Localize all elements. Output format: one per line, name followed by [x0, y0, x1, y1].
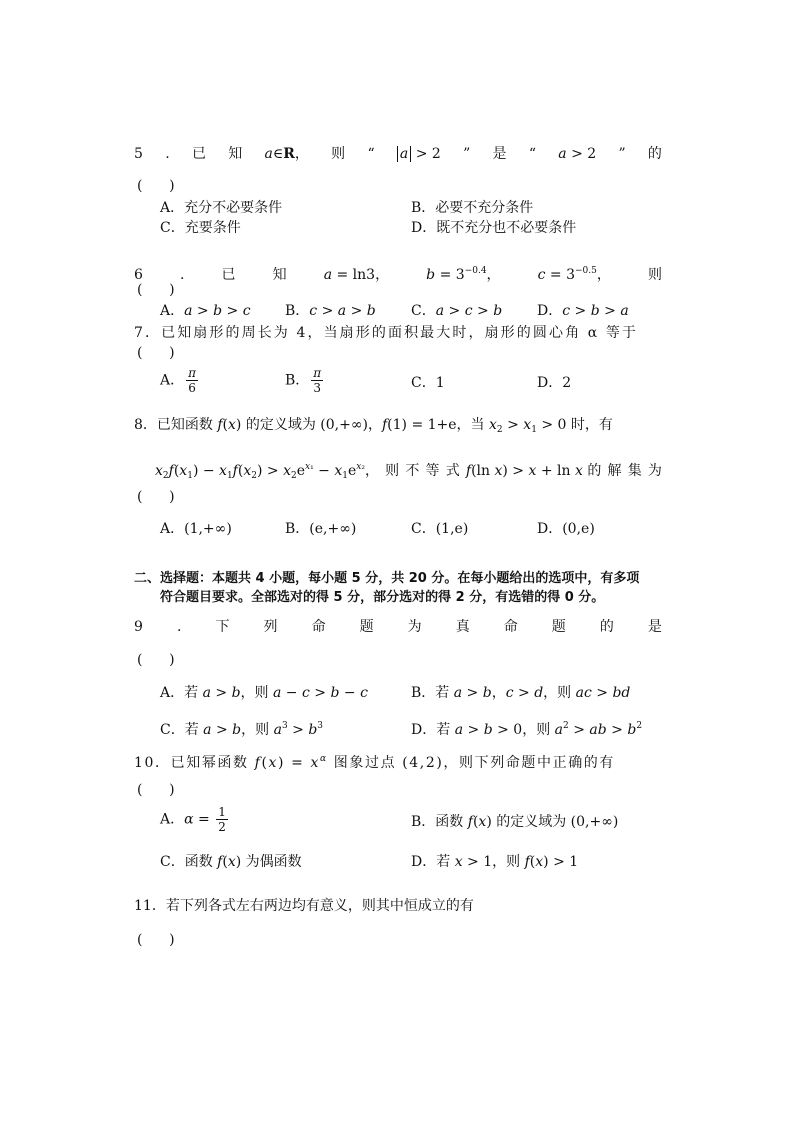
- q10-option-d: D．若 x > 1，则 f(x) > 1: [411, 854, 579, 870]
- q5-quote: ”: [463, 146, 471, 162]
- q6-option-a: A．a > b > c: [160, 303, 251, 319]
- q5-word: 知: [228, 146, 243, 162]
- q5-answer-paren: ( ): [137, 178, 175, 194]
- q6-a-def: a = ln3，: [323, 267, 390, 283]
- q9-option-b: B．若 a > b，c > d，则 ac > bd: [411, 685, 631, 701]
- q5-expr-abs: a > 2: [397, 144, 441, 164]
- section2-heading-line1: 二、选择题：本题共 4 小题，每小题 5 分，共 20 分。在每小题给出的选项中，有多项: [134, 571, 640, 586]
- q9-word: 是: [647, 619, 662, 635]
- q9-stem: [134, 617, 662, 637]
- q5-option-b: B．必要不充分条件: [411, 200, 534, 216]
- q5-option-a: A．充分不必要条件: [160, 200, 283, 216]
- q8-word: 不: [405, 463, 420, 479]
- q8-word: 式: [445, 463, 460, 479]
- q8-word: 集: [627, 463, 642, 479]
- q8-option-a: A．(1,+∞): [160, 521, 232, 537]
- q6-c-def: $c = 3^{-0.5}$，: [537, 266, 611, 283]
- q9-option-d: D．若 a > b > 0，则 $a^2$ > ab > $b^2$: [411, 721, 643, 738]
- q7-option-d: D．2: [537, 375, 572, 391]
- q9-number: 9: [134, 619, 143, 635]
- q5-number: 5: [134, 146, 143, 162]
- q5-word: 是: [492, 146, 507, 162]
- q9-option-a: A．若 a > b，则 a − c > b − c: [160, 685, 368, 701]
- q8-option-d: D．(0,e): [537, 521, 595, 537]
- q5-quote: “: [367, 146, 375, 162]
- q5-word: 则: [331, 146, 346, 162]
- q5-expr: a > 2: [558, 146, 597, 162]
- q9-word: 命: [311, 619, 326, 635]
- q9-word: 的: [599, 619, 614, 635]
- q5-dot: .: [165, 146, 170, 162]
- q6-dot: .: [180, 267, 185, 283]
- q10-stem: 10．已知幂函数 $f(x) = x^\alpha$ 图象过点 (4,2)，则下列命题中正确的有: [134, 754, 616, 771]
- q9-word: 题: [359, 619, 374, 635]
- q9-option-c: C．若 a > b，则 $a^3 > b^3$: [160, 721, 324, 738]
- q7-answer-paren: ( ): [137, 345, 175, 361]
- q5-quote: “: [528, 146, 536, 162]
- q8-inequality: f(ln x) > x + ln x 的: [465, 463, 602, 479]
- q8-word: 解: [607, 463, 622, 479]
- q8-answer-paren: ( ): [137, 489, 175, 505]
- q5-quote: ”: [618, 146, 626, 162]
- q9-answer-paren: ( ): [137, 652, 175, 668]
- q9-word: 为: [407, 619, 422, 635]
- q6-b-def: $b = 3^{-0.4}$，: [426, 266, 501, 283]
- q6-answer-paren: ( ): [137, 282, 175, 298]
- q11-stem: 11．若下列各式左右两边均有意义，则其中恒成立的有: [134, 898, 474, 914]
- q7-stem: 7．已知扇形的周长为 4，当扇形的面积最大时，扇形的圆心角 α 等于: [134, 325, 639, 341]
- q8-condition: $x_2f(x_1) - x_1f(x_2) > x_2e^{x_1} - x_1e^{x_2}$，: [155, 462, 379, 481]
- q8-option-b: B．(e,+∞): [285, 521, 357, 537]
- q8-word: 等: [425, 463, 440, 479]
- q5-word: 已: [191, 146, 206, 162]
- section2-heading-line2: 符合题目要求。全部选对的得 5 分，部分选对的得 2 分，有选错的得 0 分。: [160, 590, 605, 605]
- q8-stem: 8．已知函数 f(x) 的定义域为 (0,+∞)，f(1) = 1+e，当 $x_2 > x_1 > 0$ 时，有: [134, 417, 613, 435]
- q10-option-c: C．函数 f(x) 为偶函数: [160, 854, 302, 870]
- q10-option-a: A．α = $\frac{1}{2}$: [160, 805, 226, 834]
- q6-word: 已: [221, 267, 236, 283]
- q6-option-c: C．a > c > b: [411, 303, 503, 319]
- q6-number: 6: [134, 267, 143, 283]
- q6-option-b: B．c > a > b: [285, 303, 376, 319]
- q5-option-c: C．充要条件: [160, 220, 241, 236]
- q6-word: 则: [647, 267, 662, 283]
- q8-word: 则: [385, 463, 400, 479]
- q7-option-b: B． $\frac{\pi}{3}$: [285, 366, 322, 395]
- q5-condition: a∈R，: [264, 146, 309, 162]
- q5-word: 的: [647, 146, 662, 162]
- q9-word: 列: [263, 619, 278, 635]
- q9-word: 题: [551, 619, 566, 635]
- q8-option-c: C．(1,e): [411, 521, 469, 537]
- q6-stem: [134, 261, 662, 285]
- q9-word: 命: [503, 619, 518, 635]
- q6-option-d: D．c > b > a: [537, 303, 629, 319]
- q9-dot: .: [176, 619, 182, 635]
- q10-answer-paren: ( ): [137, 782, 175, 798]
- q6-word: 知: [272, 267, 287, 283]
- q8-word: 为: [647, 463, 662, 479]
- q7-option-c: C．1: [411, 375, 445, 391]
- q8-inequality-line: [155, 457, 662, 486]
- q5-stem: [134, 144, 662, 164]
- q9-word: 真: [455, 619, 470, 635]
- q10-option-b: B．函数 f(x) 的定义域为 (0,+∞): [411, 814, 619, 830]
- q11-answer-paren: ( ): [137, 932, 175, 948]
- q9-word: 下: [215, 619, 230, 635]
- q7-option-a: A． $\frac{\pi}{6}$: [160, 366, 197, 395]
- q5-option-d: D．既不充分也不必要条件: [411, 220, 577, 236]
